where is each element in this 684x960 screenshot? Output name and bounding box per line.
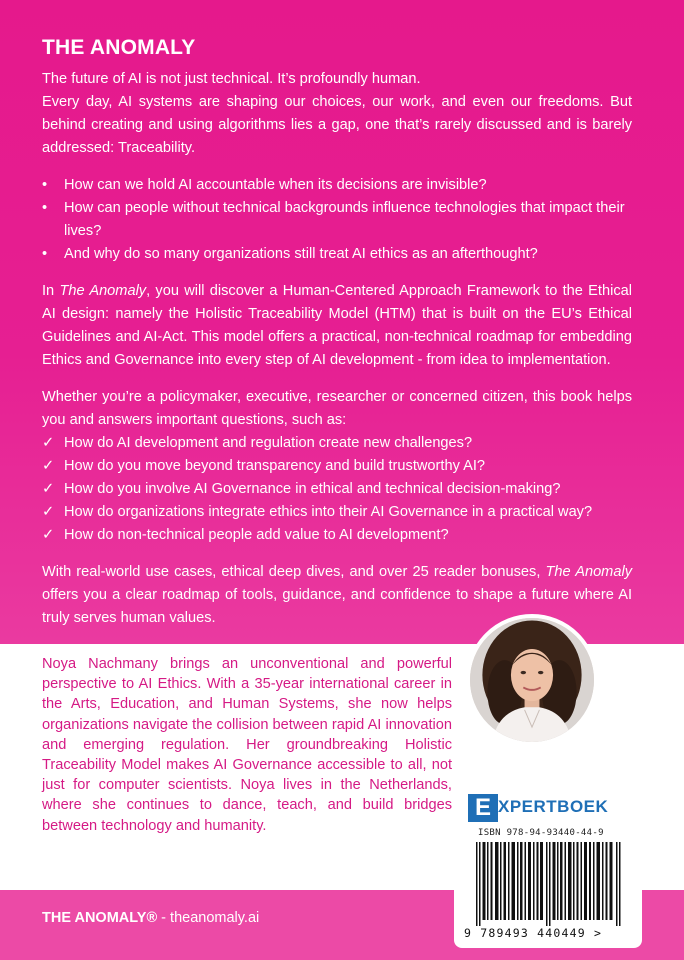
publisher-logo [468, 794, 609, 822]
checkmark-icon: ✓ [42, 458, 55, 474]
audience-paragraph: Whether you’re a policymaker, executive, researcher or concerned citizen, this book helps you and answers important questions, such as: [42, 389, 632, 428]
barcode-icon [476, 842, 624, 926]
list-item: • And why do so many organizations still treat AI ethics as an afterthought? [42, 243, 632, 266]
book-title-inline: The Anomaly [545, 564, 632, 580]
list-item: ✓ How do you involve AI Governance in ethical and technical decision-making? [42, 478, 632, 501]
checkmark-icon: ✓ [42, 504, 55, 520]
checkmark-icon: ✓ [42, 527, 55, 543]
publisher-logo-mark: E [468, 794, 498, 822]
author-photo [466, 614, 598, 746]
footer-brand: THE ANOMALY® [42, 910, 158, 926]
list-item: ✓ How do AI development and regulation create new challenges? [42, 432, 632, 455]
checklist [42, 432, 632, 547]
author-bio: Noya Nachmany brings an unconventional and powerful perspective to AI Ethics. With a 35-year international career in the Arts, Education, and Human Systems, she now helps organizations navigate the collision between rapid AI innovation and emerging regulation. Her groundbreaking Holistic Traceability Model makes AI Governance accessible to all, not just for computer scientists. Noya lives in the Netherlands, where she continues to dance, teach, and build bridges between technology and humanity. [42, 656, 452, 834]
intro-line-1: The future of AI is not just technical. It’s profoundly human. [42, 71, 421, 87]
barcode-number: 9 789493 440449 > [464, 926, 603, 940]
isbn-label: ISBN 978-94-93440-44-9 [478, 828, 604, 838]
footer-text: THE ANOMALY® - theanomaly.ai [42, 910, 260, 926]
closing-paragraph: With real-world use cases, ethical deep dives, and over 25 reader bonuses, The Anomaly offers you a clear roadmap of tools, guidance, and confidence to shape a future where AI truly serves human values. [42, 564, 632, 626]
book-title: THE ANOMALY [42, 36, 196, 59]
list-item: • How can people without technical backgrounds influence technologies that impact their lives? [42, 197, 632, 243]
book-title-inline: The Anomaly [59, 283, 147, 299]
bullet-icon: • [42, 177, 48, 193]
list-item: • How can we hold AI accountable when its decisions are invisible? [42, 174, 632, 197]
bullet-icon: • [42, 246, 48, 262]
blurb [42, 36, 632, 630]
bullet-icon: • [42, 200, 48, 216]
framework-paragraph: In The Anomaly, you will discover a Human-Centered Approach Framework to the Ethical AI design: namely the Holistic Traceability Model (HTM) that is built on the EU’s Ethical Guidelines and AI-Act. This model offers a practical, non-technical roadmap for embedding Ethics and Governance into every step of AI development - from idea to implementation. [42, 283, 632, 368]
author-portrait-icon [470, 618, 594, 742]
barcode-panel [454, 772, 642, 948]
question-list [42, 174, 632, 266]
list-item: ✓ How do non-technical people add value to AI development? [42, 524, 632, 547]
checkmark-icon: ✓ [42, 435, 55, 451]
intro-line-2: Every day, AI systems are shaping our choices, our work, and even our freedoms. But behind creating and using algorithms lies a gap, one that’s rarely discussed and is barely addressed: Traceability. [42, 94, 632, 156]
footer-url: theanomaly.ai [170, 910, 260, 926]
list-item: ✓ How do organizations integrate ethics into their AI Governance in a practical way? [42, 501, 632, 524]
checkmark-icon: ✓ [42, 481, 55, 497]
publisher-name: XPERTBOEK [498, 797, 609, 816]
list-item: ✓ How do you move beyond transparency and build trustworthy AI? [42, 455, 632, 478]
